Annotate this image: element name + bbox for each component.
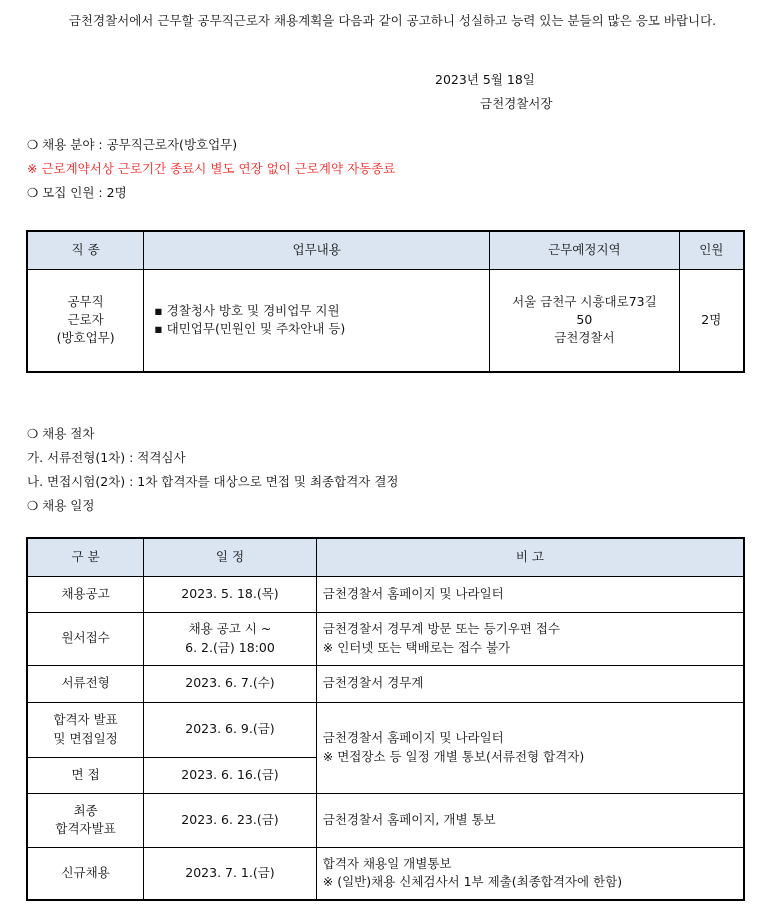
schedule-name: 면 접: [27, 757, 144, 793]
contract-warning: ※ 근로계약서상 근로기간 종료시 별도 연장 없이 근로계약 자동종료: [27, 161, 396, 176]
schedule-title: ❍ 채용 일정: [27, 498, 95, 513]
schedule-table-header: [27, 538, 744, 576]
summary-section: [27, 133, 395, 205]
schedule-name: 채용공고: [27, 576, 144, 612]
schedule-note: 합격자 채용일 개별통보 ※ (일반)채용 신체검사서 1부 제출(최종합격자에 한함): [316, 847, 744, 900]
process-step-1: 가. 서류전형(1차) : 적격심사: [27, 450, 186, 465]
job-type-cell: 공무직 근로자 (방호업무): [27, 269, 144, 372]
schedule-name: 신규채용: [27, 847, 144, 900]
schedule-name: 원서접수: [27, 612, 144, 665]
schedule-name: 합격자 발표 및 면접일정: [27, 702, 144, 757]
notice-date: 2023년 5월 18일: [435, 72, 535, 87]
header-category: 구 분: [27, 538, 144, 576]
schedule-date: 2023. 6. 23.(금): [144, 793, 317, 847]
header-location: 근무예정지역: [490, 231, 679, 269]
schedule-name: 최종 합격자발표: [27, 793, 144, 847]
job-table-header: [27, 231, 744, 269]
notice-intro: 금천경찰서에서 근무할 공무직근로자 채용계획을 다음과 같이 공고하니 성실하고 능력 있는 분들의 많은 응모 바랍니다.: [68, 13, 717, 28]
process-section: [27, 422, 398, 518]
schedule-table: [26, 537, 745, 901]
table-row: [27, 793, 744, 847]
table-row: [27, 269, 744, 372]
count-cell: 2명: [679, 269, 744, 372]
schedule-date: 2023. 6. 16.(금): [144, 757, 317, 793]
header-schedule: 일 정: [144, 538, 317, 576]
schedule-name: 서류전형: [27, 665, 144, 702]
table-row: [27, 847, 744, 900]
process-title: ❍ 채용 절차: [27, 426, 95, 441]
notice-signer: 금천경찰서장: [480, 96, 553, 111]
job-table: [26, 230, 745, 373]
header-remarks: 비 고: [316, 538, 744, 576]
table-row: [27, 612, 744, 665]
recruit-field: ❍ 채용 분야 : 공무직근로자(방호업무): [27, 137, 238, 152]
header-job-type: 직 종: [27, 231, 144, 269]
schedule-note: 금천경찰서 홈페이지 및 나라일터 ※ 면접장소 등 일정 개별 통보(서류전형 합격자): [316, 702, 744, 793]
schedule-note: 금천경찰서 경무계 방문 또는 등기우편 접수 ※ 인터넷 또는 택배로는 접수 불가: [316, 612, 744, 665]
schedule-date: 2023. 7. 1.(금): [144, 847, 317, 900]
schedule-note: 금천경찰서 경무계: [316, 665, 744, 702]
duty-item: ▪ 경찰청사 방호 및 경비업무 지원: [154, 302, 483, 320]
schedule-date: 채용 공고 시 ~ 6. 2.(금) 18:00: [144, 612, 317, 665]
process-step-2: 나. 면접시험(2차) : 1차 합격자를 대상으로 면접 및 최종합격자 결정: [27, 474, 399, 489]
header-count: 인원: [679, 231, 744, 269]
table-row: [27, 576, 744, 612]
schedule-date: 2023. 6. 7.(수): [144, 665, 317, 702]
duties-cell: [144, 269, 490, 372]
schedule-note: 금천경찰서 홈페이지, 개별 통보: [316, 793, 744, 847]
table-row: [27, 665, 744, 702]
recruit-count: ❍ 모집 인원 : 2명: [27, 185, 127, 200]
table-row: [27, 702, 744, 757]
duty-item: ▪ 대민업무(민원인 및 주차안내 등): [154, 320, 483, 338]
location-cell: 서울 금천구 시흥대로73길 50 금천경찰서: [490, 269, 679, 372]
schedule-date: 2023. 5. 18.(목): [144, 576, 317, 612]
schedule-note: 금천경찰서 홈페이지 및 나라일터: [316, 576, 744, 612]
schedule-date: 2023. 6. 9.(금): [144, 702, 317, 757]
header-duties: 업무내용: [144, 231, 490, 269]
